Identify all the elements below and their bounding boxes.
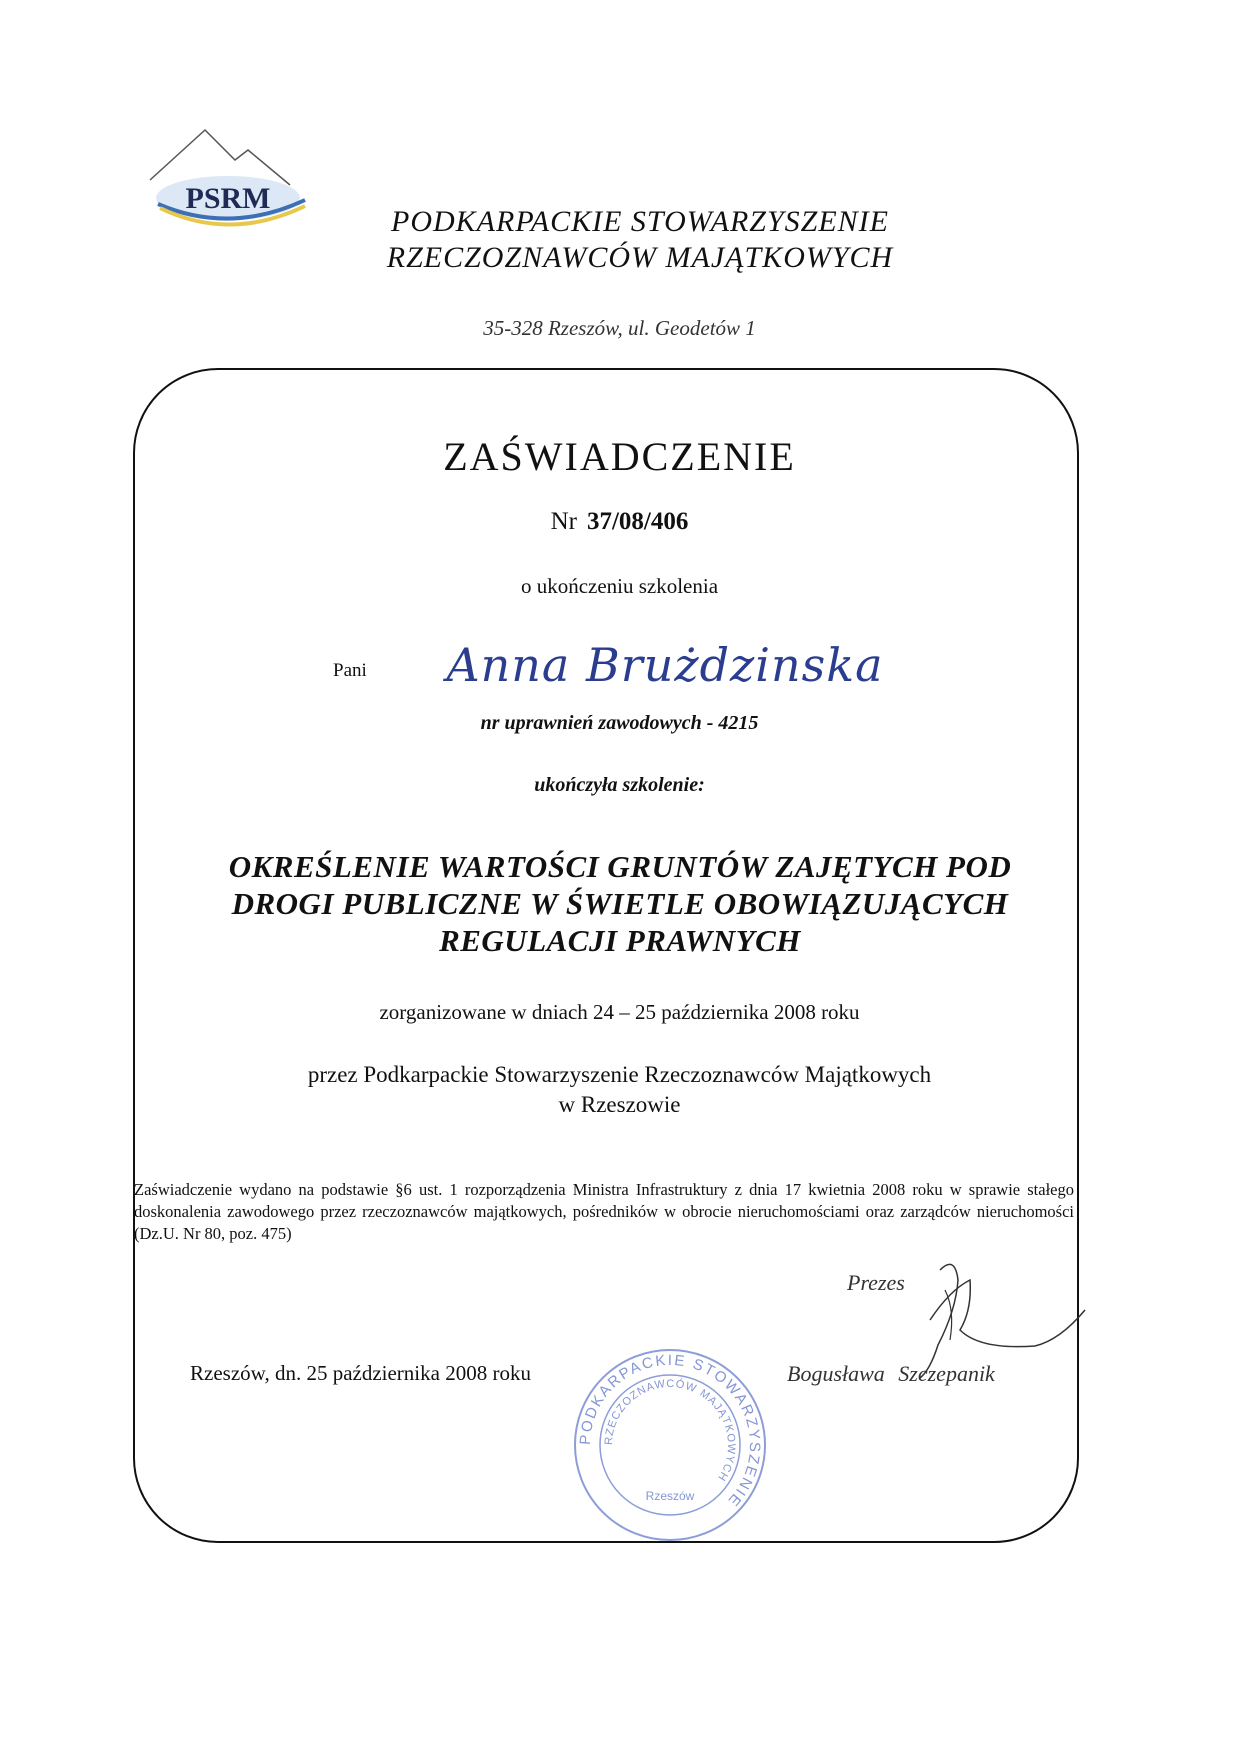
number-label: Nr [550,508,577,535]
organized-dates: zorganizowane w dniach 24 – 25 października 2008 roku [379,1000,860,1024]
organizer-line1: przez Podkarpackie Stowarzyszenie Rzeczoznawców Majątkowych [307,1062,932,1087]
course-title-line: DROGI PUBLICZNE W ŚWIETLE OBOWIĄZUJĄCYCH [231,886,1009,921]
salutation: Pani [333,660,367,681]
president-title: Prezes [847,1270,905,1295]
org-name-line1: PODKARPACKIE STOWARZYSZENIE [391,205,889,238]
completion-text: o ukończeniu szkolenia [520,574,719,598]
organizer-line2: w Rzeszowie [558,1092,681,1117]
president-name: Bogusława Szczepanik [787,1361,995,1386]
signature [860,1250,1090,1380]
logo-text: PSRM [185,182,271,215]
certificate-title: ZAŚWIADCZENIE [443,434,796,479]
course-title-line: REGULACJI PRAWNYCH [439,923,801,958]
number-value: 37/08/406 [586,508,689,535]
stamp-inner-text: RZECZOZNAWCÓW MAJĄTKOWYCH [602,1377,738,1484]
certificate-number [0,508,1239,536]
organizer [0,1060,1239,1120]
license-number: nr uprawnień zawodowych - 4215 [480,712,759,734]
organization-name [330,204,950,276]
stamp-city-text: Rzeszów [645,1489,695,1503]
course-title-line: OKREŚLENIE WARTOŚCI GRUNTÓW ZAJĘTYCH POD [228,849,1012,884]
psrm-logo [140,120,320,260]
org-name-line2: RZECZOZNAWCÓW MAJĄTKOWYCH [386,241,894,274]
recipient-name: Anna Brużdzinska [446,638,884,692]
completed-label: ukończyła szkolenie: [534,774,705,796]
legal-basis: Zaświadczenie wydano na podstawie §6 ust. 1 rozporządzenia Ministra Infrastruktury z dnia 17 kwietnia 2008 roku w sprawie stałego doskonalenia zawodowego przez rzeczoznawców majątkowych, pośredników w obrocie nieruchomościami oraz zarządców nieruchomości (Dz.U. Nr 80, poz. 475) [134,1180,1074,1243]
course-title [150,848,1090,959]
stamp-outer-text: PODKARPACKIE STOWARZYSZENIE [576,1351,764,1511]
place-date: Rzeszów, dn. 25 października 2008 roku [190,1361,531,1385]
official-stamp [570,1345,770,1545]
organization-address: 35-328 Rzeszów, ul. Geodetów 1 [483,316,756,340]
